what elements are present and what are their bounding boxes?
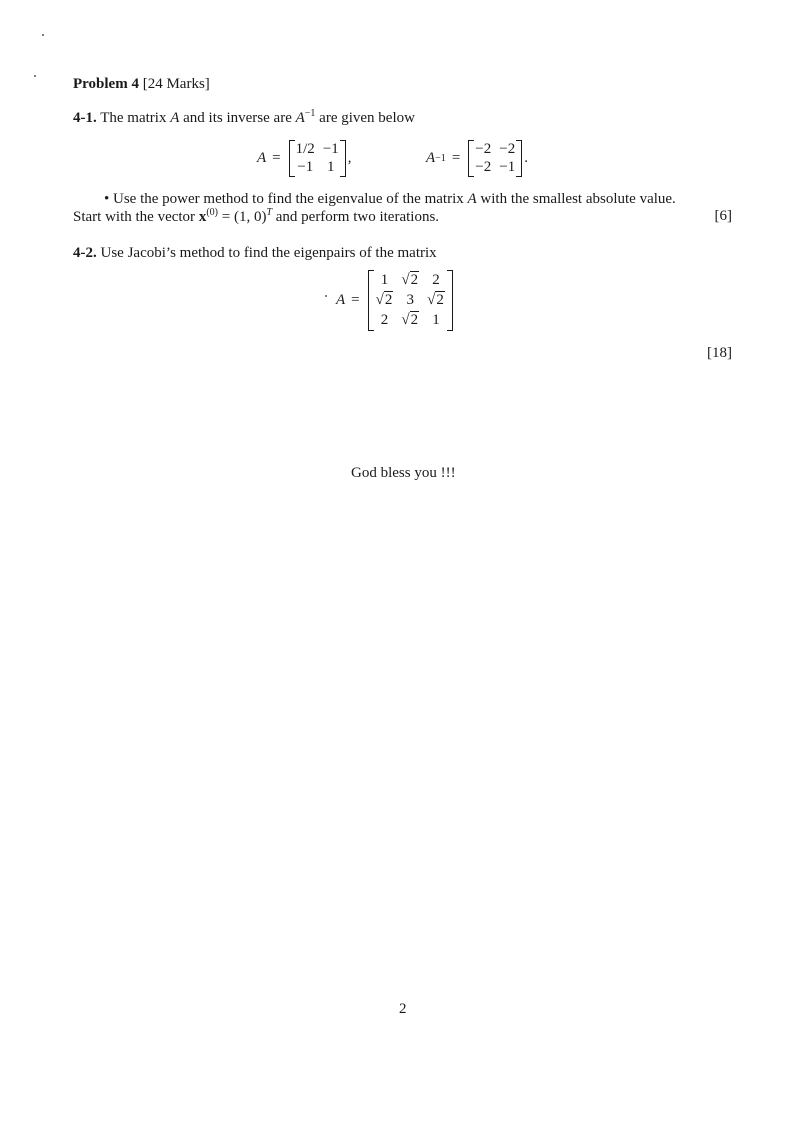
part2-text: Use Jacobi’s method to find the eigenpairs of the matrix (100, 245, 437, 261)
part1-text: The matrix (100, 110, 171, 126)
task-text: and perform two iterations. (272, 209, 440, 225)
part2-marks: [18] (707, 345, 732, 361)
matrix-a-label: A (257, 150, 267, 166)
matrix-label: A (336, 292, 346, 308)
task-text: Use the power method to find the eigenvalue of the matrix (113, 191, 468, 207)
scan-mark (34, 75, 36, 77)
part1-number: 4-1. (73, 110, 97, 126)
matrix-cell-sqrt (401, 272, 419, 289)
vector-x: x (198, 209, 207, 225)
matrix-cell: −2 (475, 159, 492, 175)
matrix-cell: 2 (380, 312, 389, 328)
closing-text: God bless you !!! (351, 465, 456, 481)
matrix-cell: −2 (499, 141, 516, 157)
matrix-a (289, 140, 346, 177)
task-text: = (1, 0) (217, 209, 267, 225)
var-a-inverse: A (295, 110, 305, 126)
scan-mark (42, 34, 44, 36)
matrix-cell-sqrt (376, 292, 394, 309)
task-text: Start with the vector (73, 209, 199, 225)
matrix-cell: 1 (327, 159, 335, 175)
task-text: with the smallest absolute value. (476, 191, 676, 207)
sqrt-symbol: √ (401, 312, 410, 328)
matrix-a-inverse-equation: A −1 = −2 −2 −2 −1 . (426, 141, 528, 175)
problem-heading (73, 75, 210, 93)
sqrt-symbol: √ (427, 292, 436, 308)
period: . (524, 150, 528, 166)
problem-marks: [24 Marks] (142, 76, 210, 92)
comma: , (347, 150, 352, 166)
var-a: A (467, 191, 477, 207)
bullet: • (104, 191, 110, 207)
radicand: 2 (410, 312, 419, 328)
matrix-cell: −1 (322, 141, 339, 157)
equals-sign: = (272, 150, 281, 166)
vector-superscript: (0) (206, 207, 218, 218)
sqrt-symbol: √ (401, 272, 410, 288)
sqrt-symbol: √ (375, 292, 384, 308)
transpose-mark: T (266, 207, 272, 218)
inverse-exponent: −1 (304, 108, 316, 119)
radicand: 2 (384, 292, 393, 308)
scan-mark (325, 295, 327, 297)
part1-text: and its inverse are (179, 110, 296, 126)
matrix-jacobi (368, 270, 453, 331)
matrix-a-inverse-label: A (426, 150, 436, 166)
part1-task-line2 (73, 208, 439, 226)
part2-number: 4-2. (73, 245, 97, 261)
matrix-cell-sqrt (401, 312, 419, 329)
page-number: 2 (399, 1001, 407, 1017)
matrix-cell: −1 (499, 159, 516, 175)
radicand: 2 (410, 272, 419, 288)
matrix-jacobi-equation (336, 270, 455, 331)
part1-marks: [6] (714, 208, 732, 224)
matrix-cell: 1 (380, 272, 389, 288)
matrix-cell: −2 (475, 141, 492, 157)
matrix-a-equation (257, 140, 352, 177)
var-a: A (170, 110, 180, 126)
problem-title: Problem 4 (73, 76, 139, 92)
part2-intro (73, 244, 437, 262)
matrix-cell: 3 (406, 292, 414, 308)
part1-text: are given below (315, 110, 415, 126)
matrix-a-inverse (468, 140, 522, 177)
equals-sign: = (451, 150, 461, 166)
part1-intro (73, 109, 415, 127)
matrix-cell-sqrt (427, 292, 445, 309)
matrix-cell: 2 (432, 272, 440, 288)
matrix-cell: 1 (432, 312, 440, 328)
matrix-cell: 1/2 (295, 141, 315, 157)
part1-task-line1 (104, 190, 676, 208)
radicand: 2 (436, 292, 444, 308)
equals-sign: = (351, 292, 360, 308)
matrix-cell: −1 (297, 159, 314, 175)
